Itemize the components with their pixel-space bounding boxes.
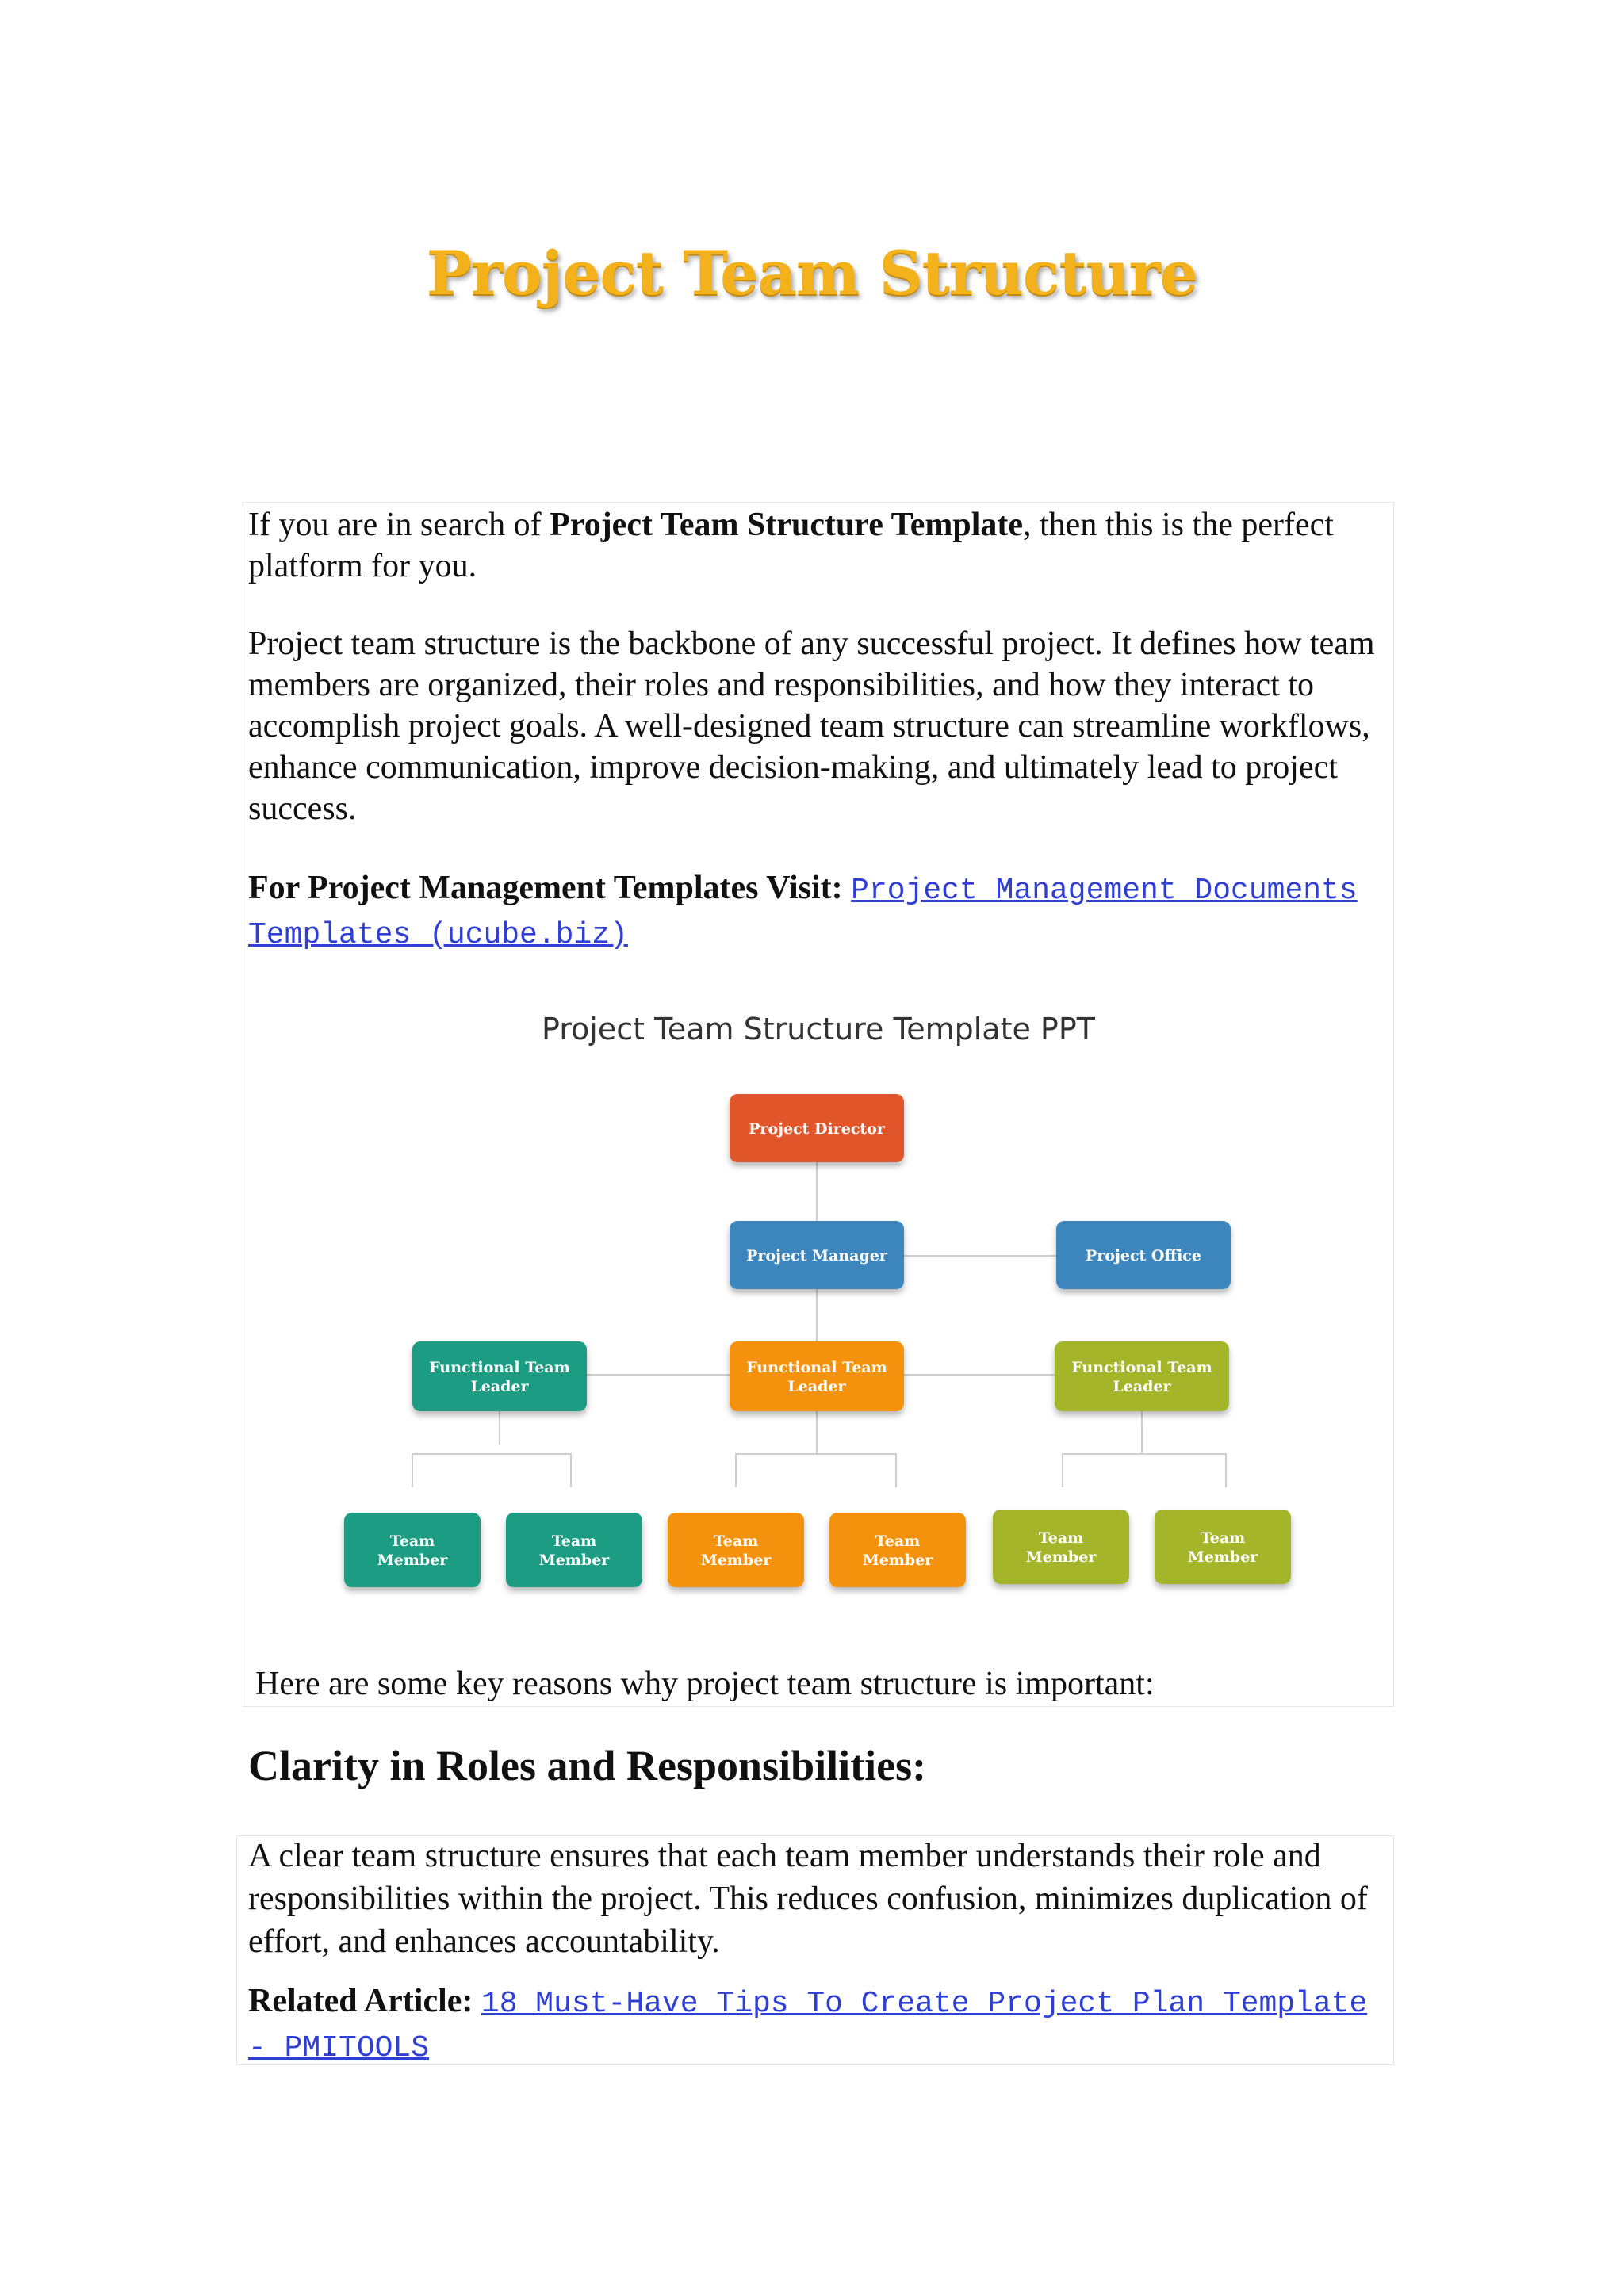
clarity-heading: Clarity in Roles and Responsibilities: [248,1742,927,1789]
leader-label-line1: Functional Team [1071,1359,1212,1376]
related-article-paragraph [248,1980,1390,2069]
functional-team-leader-orange [730,1341,904,1411]
leader-label-line2: Leader [1113,1378,1171,1395]
connector-lines [412,1137,1226,1487]
project-manager-box [730,1221,904,1289]
member-shape [829,1513,966,1587]
team-member-olive-1 [993,1510,1129,1584]
member-label-line1: Team [389,1533,435,1550]
manager-label: Project Manager [746,1247,887,1265]
functional-team-leader-olive [1055,1341,1229,1411]
intro-paragraph-2: Project team structure is the backbone of any successful project. It defines how team members are organized, their roles and responsibilities, and how they interact to accomplish project goals. A well-designed team structure can streamline workflows, enhance communication, improve decision-making, and ultimately lead to project success. [248,626,1375,827]
intro-paragraph-1 [248,504,1382,587]
member-label-line2: Member [1025,1548,1097,1566]
templates-link[interactable]: Project Management Documents Templates (ucube.biz) [248,874,1358,952]
leader-shape-olive [1055,1341,1229,1411]
team-member-teal-2 [506,1513,642,1587]
intro-p1-bold: Project Team Structure Template [550,507,1024,543]
member-label-line2: Member [377,1552,448,1569]
member-label-line2: Member [538,1552,610,1569]
member-label-line2: Member [862,1552,933,1569]
functional-team-leader-teal [412,1341,587,1411]
team-member-olive-2 [1155,1510,1291,1584]
leader-shape-orange [730,1341,904,1411]
team-member-orange-2 [829,1513,966,1587]
member-shape [344,1513,481,1587]
key-reasons-text: Here are some key reasons why project team structure is important: [255,1666,1155,1702]
member-label-line1: Team [875,1533,921,1550]
member-label-line1: Team [1038,1529,1084,1547]
leader-label-line2: Leader [787,1378,846,1395]
project-office-box [1056,1221,1231,1289]
member-shape [1155,1510,1291,1584]
visit-label: For Project Management Templates Visit: [248,870,843,906]
team-member-teal-1 [344,1513,481,1587]
project-director-box [730,1094,904,1162]
member-label-line1: Team [1200,1529,1246,1547]
member-label-line1: Team [551,1533,597,1550]
leader-label-line1: Functional Team [429,1359,570,1376]
page-title: Project Team Structure [426,238,1198,308]
related-article-label: Related Article: [248,1983,473,2019]
office-label: Project Office [1086,1247,1201,1265]
member-label-line2: Member [1187,1548,1258,1566]
member-label-line2: Member [700,1552,772,1569]
leader-label-line1: Functional Team [746,1359,887,1376]
clarity-paragraph: A clear team structure ensures that each team member understands their role and responsibilities within the project. This reduces confusion, minimizes duplication of effort, and enhances accountability. [248,1838,1368,1960]
leader-label-line2: Leader [470,1378,529,1395]
member-shape [506,1513,642,1587]
director-label: Project Director [749,1120,885,1138]
intro-p1-prefix: If you are in search of [248,507,550,543]
intro-p1-suffix: , then this is the perfect platform for you. [248,507,1334,584]
leader-shape-teal [412,1341,587,1411]
org-chart-title: Project Team Structure Template PPT [542,1012,1095,1047]
team-member-orange-1 [668,1513,804,1587]
member-shape [993,1510,1129,1584]
member-label-line1: Team [713,1533,759,1550]
related-article-link[interactable]: 18 Must-Have Tips To Create Project Plan Template - PMITOOLS [248,1987,1368,2065]
org-chart [317,1062,1316,1601]
visit-paragraph [248,867,1390,956]
member-shape [668,1513,804,1587]
